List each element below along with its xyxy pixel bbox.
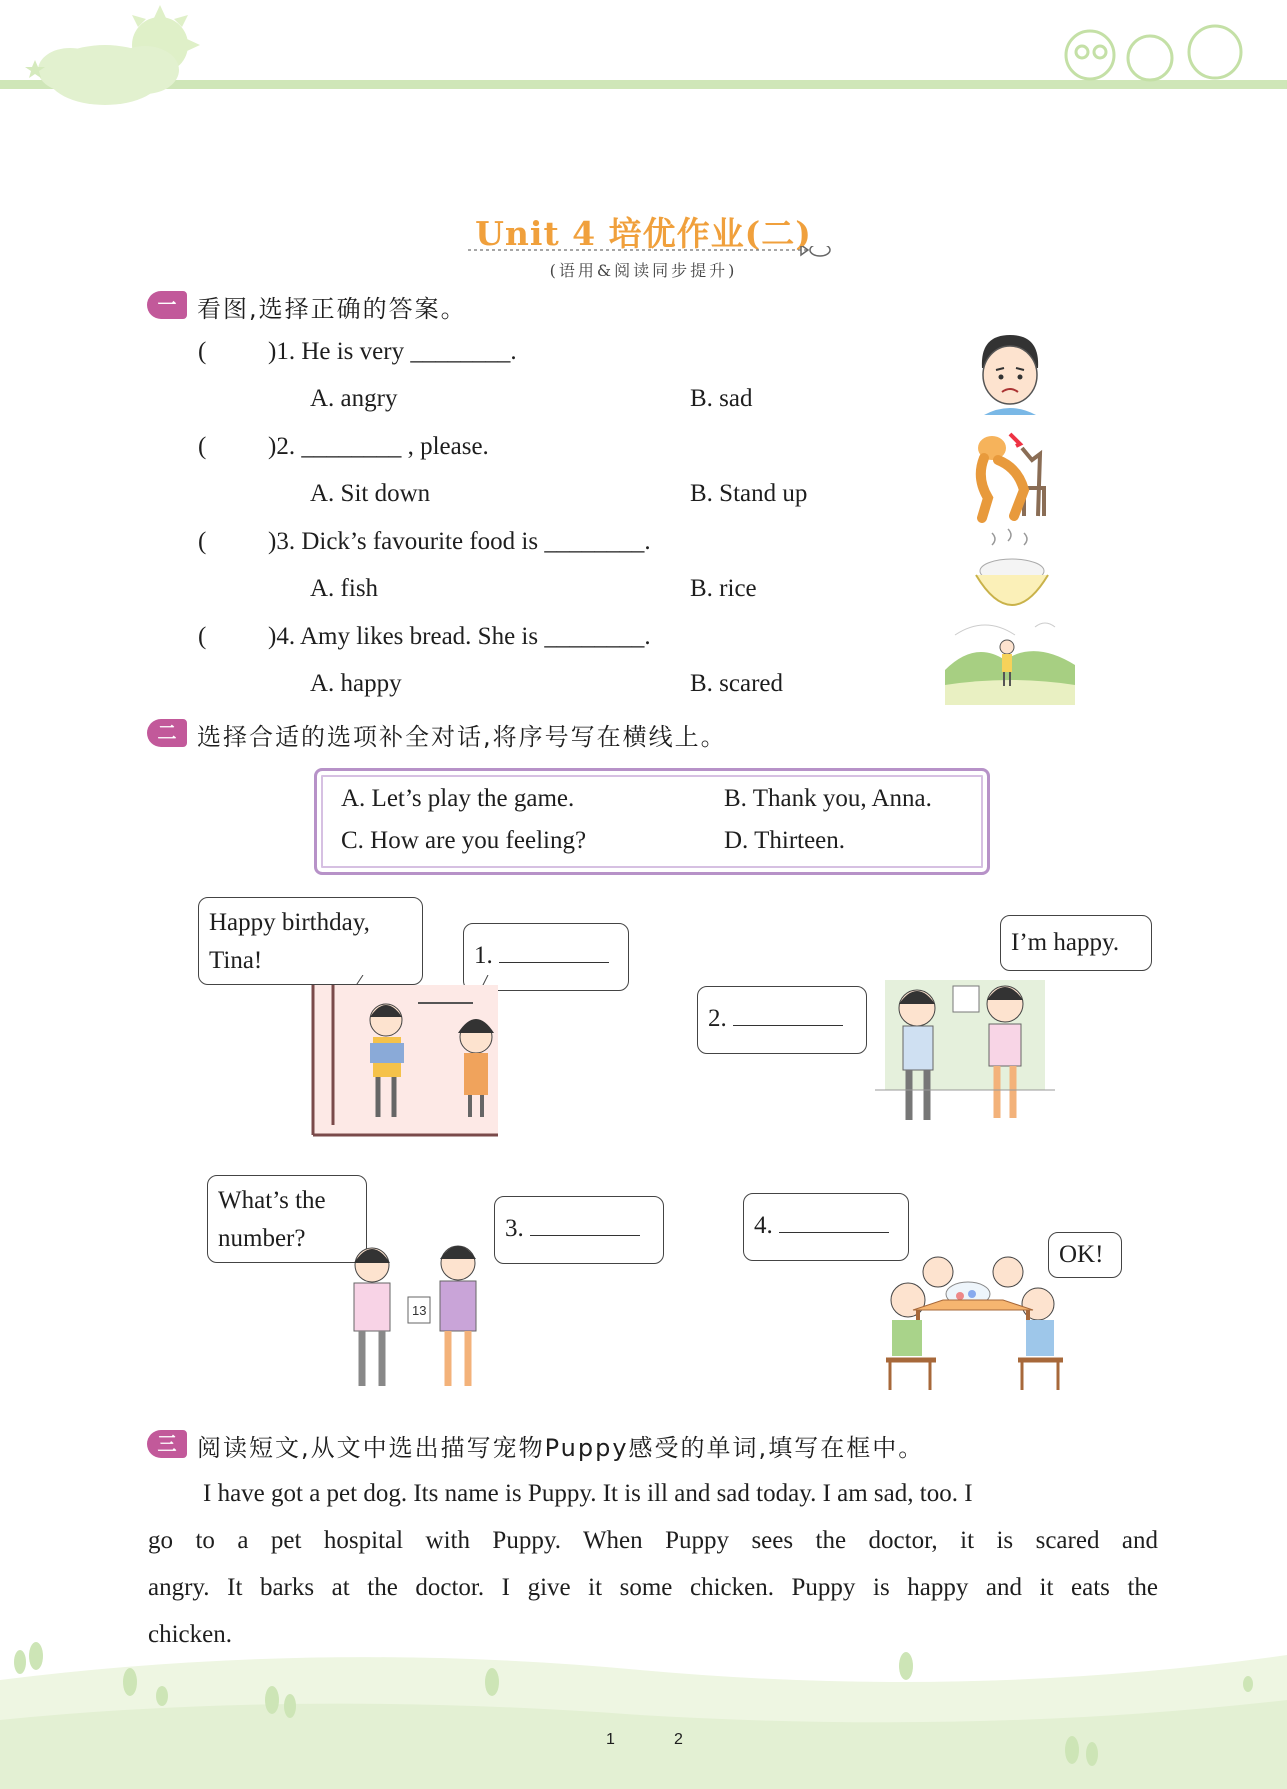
answer-paren: (	[198, 528, 207, 555]
speech-text: Happy birthday, Tina!	[209, 909, 370, 974]
page-subtitle: (语用&阅读同步提升)	[549, 261, 738, 280]
section-badge-3: 三	[147, 1430, 187, 1458]
speech-bubble-im-happy	[1000, 915, 1152, 971]
question-1-text: )1. He is very ________.	[268, 338, 517, 365]
question-2-option-a: A. Sit down	[310, 480, 431, 507]
answer-blank-3[interactable]	[530, 1217, 640, 1236]
question-4-option-b: B. scared	[690, 670, 784, 697]
option-a: A. Let’s play the game.	[341, 785, 575, 812]
answer-blank-4[interactable]	[779, 1214, 889, 1233]
two-kids-talking-illustration	[875, 968, 1055, 1133]
reading-line-4: chicken.	[148, 1621, 232, 1648]
section-badge-1: 一	[147, 291, 187, 319]
birthday-scene-illustration	[308, 975, 503, 1145]
options-box	[314, 768, 990, 875]
speech-text: OK!	[1059, 1241, 1104, 1268]
footer-hills-decoration	[0, 1640, 1287, 1789]
answer-paren: (	[198, 433, 207, 460]
blank-label: 4.	[754, 1212, 773, 1239]
reading-line-2: go to a pet hospital with Puppy. When Puppy sees the doctor, it is scared and	[148, 1527, 1158, 1554]
speech-bubble-happy-birthday	[198, 897, 423, 985]
option-d: D. Thirteen.	[724, 827, 846, 854]
section-instruction-2: 选择合适的选项补全对话,将序号写在横线上。	[197, 723, 727, 751]
question-4-option-a: A. happy	[310, 670, 402, 697]
section-instruction-3: 阅读短文,从文中选出描写宠物Puppy感受的单词,填写在框中。	[197, 1434, 925, 1462]
number-card-scene-illustration	[330, 1245, 500, 1390]
reading-line-1: I have got a pet dog. Its name is Puppy. It is ill and sad today. I am sad, too. I	[203, 1480, 973, 1507]
answer-blank-2[interactable]	[733, 1007, 843, 1026]
answer-blank-1[interactable]	[499, 944, 609, 963]
reading-line-3: angry. It barks at the doctor. I give it some chicken. Puppy is happy and it eats the	[148, 1574, 1158, 1601]
header-decoration	[0, 0, 1287, 120]
speech-text: I’m happy.	[1011, 929, 1120, 956]
speech-text: What’s the number?	[218, 1187, 326, 1252]
question-1-option-b: B. sad	[690, 385, 753, 412]
girl-in-park-illustration	[945, 615, 1075, 705]
sad-boy-illustration	[970, 330, 1050, 415]
cartoon-animals-icon	[1066, 26, 1241, 80]
bowl-of-rice-illustration	[972, 525, 1052, 607]
option-b: B. Thank you, Anna.	[724, 785, 932, 812]
page-number-left: 1	[606, 1731, 615, 1748]
question-3-option-a: A. fish	[310, 575, 379, 602]
fish-icon	[801, 246, 830, 256]
option-c: C. How are you feeling?	[341, 827, 587, 854]
tiger-sitting-on-chair-illustration	[962, 428, 1057, 523]
answer-bubble-2	[697, 986, 867, 1054]
cloud-icon	[38, 45, 179, 105]
section-instruction-1: 看图,选择正确的答案。	[197, 295, 467, 323]
page-title: Unit 4 培优作业(二)	[475, 214, 812, 253]
answer-paren: (	[198, 338, 207, 365]
answer-paren: (	[198, 623, 207, 650]
blank-label: 3.	[505, 1215, 524, 1242]
question-3-text: )3. Dick’s favourite food is ________.	[268, 528, 651, 555]
question-1-option-a: A. angry	[310, 385, 398, 412]
answer-bubble-3	[494, 1196, 664, 1264]
number-card-text: 13	[412, 1303, 427, 1318]
question-2-text: )2. ________ , please.	[268, 433, 489, 460]
page-number-right: 2	[674, 1731, 683, 1748]
section-badge-2: 二	[147, 719, 187, 747]
blank-label: 2.	[708, 1005, 727, 1032]
header-green-band	[0, 80, 1287, 89]
question-2-option-b: B. Stand up	[690, 480, 808, 507]
question-4-text: )4. Amy likes bread. She is ________.	[268, 623, 651, 650]
blank-label: 1.	[474, 942, 493, 969]
question-3-option-b: B. rice	[690, 575, 757, 602]
kids-at-table-illustration	[878, 1250, 1063, 1395]
